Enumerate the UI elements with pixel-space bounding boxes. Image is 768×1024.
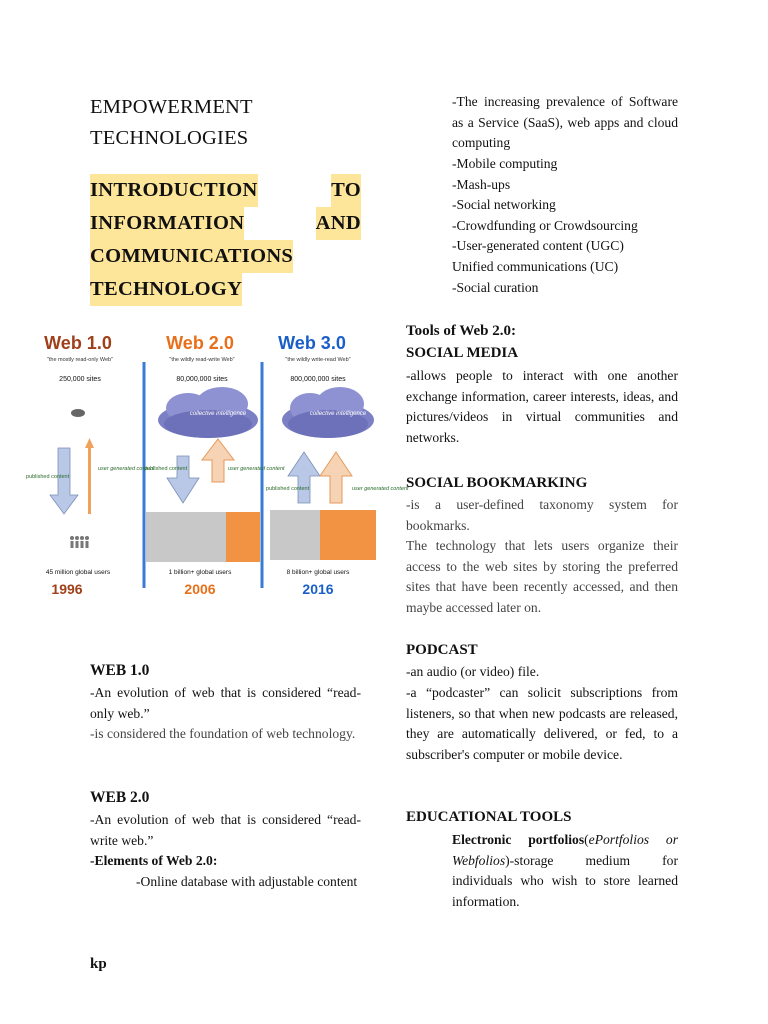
web1-foundation: -is considered the foundation of web technology. [90,726,356,741]
web2-down-arrow-icon [167,456,199,503]
lesson-title-word: INFORMATION [90,207,244,240]
bookmarking-heading: SOCIAL BOOKMARKING [406,475,588,491]
web2-users: 1 billion+ global users [168,569,232,576]
bookmarking-definition: -is a user-defined taxonomy system for bookmarks. [406,497,678,533]
web2-cloud-label: collective intelligence [189,411,247,417]
web2-title: Web 2.0 [166,333,234,353]
list-item: -Mobile computing [452,156,558,171]
podcast-heading: PODCAST [406,642,478,658]
web1-definition: -An evolution of web that is considered “read-only web.” [90,685,361,721]
social-media-heading: SOCIAL MEDIA [406,345,519,361]
web1-server-icon [71,409,85,417]
list-item: Unified communications (UC) [452,258,619,274]
web-evolution-infographic [22,320,409,610]
web3-right-label: user generated content [352,486,409,492]
web3-subtitle: "the wildly write-read Web" [285,357,351,363]
list-item: -Social networking [452,197,556,213]
tools-heading: Tools of Web 2.0: [406,323,517,339]
eportfolio-definition: )-storage medium for individuals who wish to store learned information. [452,852,678,909]
web3-up-arrow-left-icon [288,452,320,503]
web1-left-label: published content [26,474,70,480]
web2-year: 2006 [184,581,216,597]
web3-sites: 800,000,000 sites [290,376,346,383]
lesson-title-word: TO [331,174,361,207]
web2-left-label: published content [144,466,188,472]
course-title [90,92,253,154]
eportfolio-term: Electronic portfolios [452,832,585,847]
web1-heading: WEB 1.0 [90,662,150,679]
lesson-title-line: TECHNOLOGY [90,273,242,306]
course-title-line2: TECHNOLOGIES [90,127,249,149]
web2-right-label: user generated content [228,466,285,472]
web2-list-first: -The increasing prevalence of Software as a Service (SaaS), web apps and cloud computing [452,94,678,151]
lesson-title-line: COMMUNICATIONS [90,240,293,273]
eportfolio-paren: ( [584,832,589,847]
web3-cloud-label: collective intelligence [309,411,367,417]
list-item: -Mash-ups [452,176,511,192]
lesson-title-word: AND [316,207,361,240]
eportfolio-alias: ePortfolios or Webfolios [452,832,678,868]
list-item: -Social curation [452,279,539,295]
web2-sites: 80,000,000 sites [176,376,228,383]
eportfolio-text [452,830,678,912]
web1-up-arrow-icon [85,438,94,514]
web1-down-arrow-icon [50,448,78,514]
web1-sites: 250,000 sites [59,376,101,383]
web1-right-label: user generated content [98,466,155,472]
social-media-text: -allows people to interact with one another exchange information, career interests, ideas, and pictures/videos in virtual communities and networks. [406,368,678,445]
web2-users-icon [146,512,260,562]
lesson-title-word: INTRODUCTION [90,174,258,207]
web2-element-item: -Online database with adjustable content [136,874,358,889]
web1-users-icon [70,536,89,548]
podcast-description: -a “podcaster” can solicit subscriptions from listeners, so that when new podcasts are released, they are automatically delivered, or fed, to a subscriber's computer or mobile device. [406,685,678,762]
list-item: -Crowdfunding or Crowdsourcing [452,217,638,233]
web1-users: 45 million global users [45,569,111,576]
footer-initials: kp [90,956,107,972]
web2-definition: -An evolution of web that is considered “read-write web.” [90,812,361,848]
web2-elements-label: -Elements of Web 2.0: [90,853,218,868]
web3-users: 8 billion+ global users [286,569,350,576]
web3-up-arrow-right-icon [320,452,352,503]
web3-users-icon [270,510,376,560]
web1-subtitle: "the mostly read-only Web" [46,357,114,363]
web2-subtitle: "the wildly read-write Web" [169,357,235,363]
list-item: -User-generated content (UGC) [452,238,624,254]
web2-features-list [452,154,678,298]
edu-tools-heading: EDUCATIONAL TOOLS [406,809,572,825]
web1-title: Web 1.0 [44,333,112,353]
bookmarking-description: The technology that lets users organize their access to the web sites by storing the preferred sites that have been recently accessed, and then maybe accessed later on. [406,538,678,615]
podcast-definition: -an audio (or video) file. [406,664,540,679]
web2-heading: WEB 2.0 [90,789,150,806]
web2-up-arrow-icon [202,439,234,482]
web3-year: 2016 [302,581,334,597]
web1-year: 1996 [51,581,83,597]
web3-left-label: published content [266,486,310,492]
web3-title: Web 3.0 [278,333,346,353]
course-title-line1: EMPOWERMENT [90,96,253,118]
lesson-title [90,174,361,306]
